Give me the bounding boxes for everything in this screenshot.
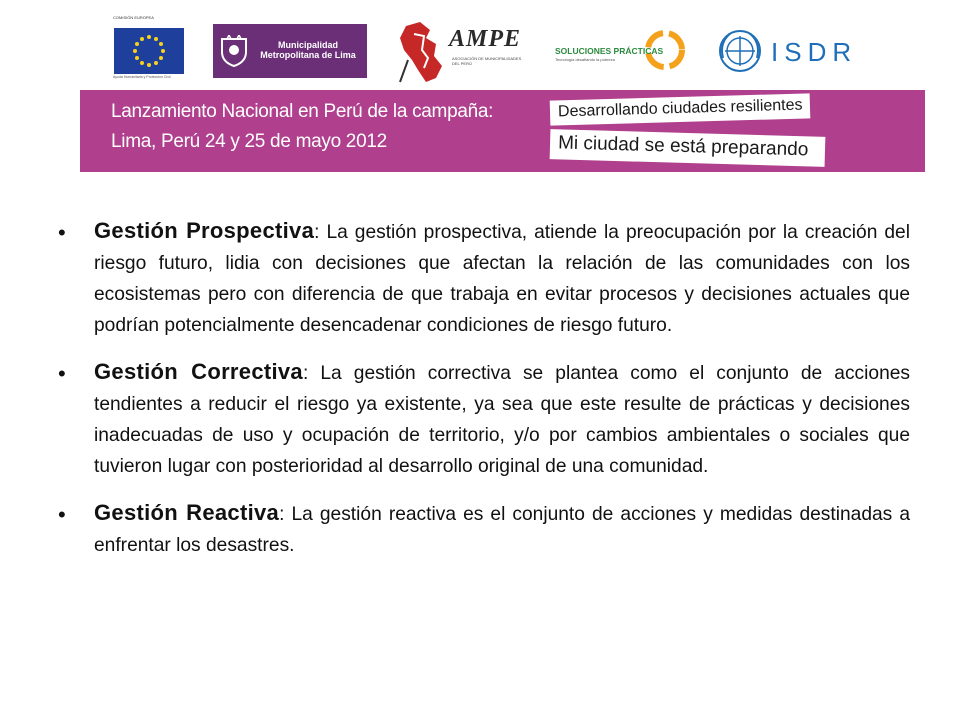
municipalidad-logo xyxy=(213,24,367,78)
bullet-icon: • xyxy=(58,361,66,386)
bullet-text: La gestión correctiva se plantea como el conjunto de acciones tendientes a reducir el riesgo ya existente, ya sea que este resulte de prácticas y decisiones inadecuadas de uso y ocupación de territorio, y/o por cambios ambientales o sociales que tuvieron lugar con posterioridad al desarrollo original de una comunidad. xyxy=(94,363,911,477)
banner-tag-preparando-text: Mi ciudad se está preparando xyxy=(557,132,809,161)
list-item xyxy=(58,215,910,341)
bullet-text: La gestión prospectiva, atiende la preocupación por la creación del riesgo futuro, lidia con decisiones que afectan la relación de las comunidades con los ecosistemas pero con diferencia de que trabaja en evitar procesos y decisiones actuales que podrían potencialmente desencadenar condiciones de riesgo futuro. xyxy=(94,222,910,336)
municipalidad-text: Municipalidad Metropolitana de Lima xyxy=(260,40,356,60)
bullet-term: Gestión Reactiva xyxy=(94,500,280,525)
logo-strip xyxy=(0,0,960,90)
bullet-term: Gestión Correctiva xyxy=(94,359,303,384)
campaign-banner xyxy=(80,90,925,172)
banner-title-line2: Lima, Perú 24 y 25 de mayo 2012 xyxy=(111,131,387,152)
list-item xyxy=(58,497,910,561)
bullet-paragraph xyxy=(94,356,910,482)
ampe-subtitle: ASOCIACIÓN DE MUNICIPALIDADES DEL PERÚ xyxy=(452,56,522,66)
bullet-paragraph xyxy=(94,497,910,561)
bullet-icon: • xyxy=(58,502,66,527)
bullet-icon: • xyxy=(58,220,66,245)
bullet-separator: : xyxy=(279,504,292,525)
isdr-logo xyxy=(715,28,865,74)
peru-map-icon xyxy=(396,20,448,86)
list-item xyxy=(58,356,910,482)
bullet-separator: : xyxy=(302,363,321,384)
banner-tag-resilientes xyxy=(550,93,811,125)
eu-logo-top-text: COMISIÓN EUROPEA xyxy=(113,15,154,20)
bullet-list xyxy=(58,215,910,576)
bullet-separator: : xyxy=(314,222,327,243)
bullet-text: La gestión reactiva es el conjunto de acciones y medidas destinadas a enfrentar los desastres. xyxy=(94,504,910,556)
eu-flag-icon xyxy=(114,28,184,74)
bullet-paragraph xyxy=(94,215,910,341)
soluciones-practicas-logo xyxy=(553,30,687,70)
lima-crest-icon xyxy=(219,35,249,67)
soluciones-practicas-tagline: Tecnología desafiando la pobreza xyxy=(555,57,615,62)
eu-logo-bottom-text: Ayuda Humanitaria y Protección Civil xyxy=(113,75,171,79)
bullet-term: Gestión Prospectiva xyxy=(94,218,315,243)
ampe-title: AMPE xyxy=(449,26,522,52)
un-emblem-icon xyxy=(717,28,763,74)
banner-tag-preparando xyxy=(550,129,826,167)
soluciones-practicas-text: SOLUCIONES PRÁCTICAS xyxy=(555,46,664,56)
banner-title-line1: Lanzamiento Nacional en Perú de la campaña: xyxy=(111,101,494,122)
isdr-text: ISDR xyxy=(771,37,858,67)
ampe-logo xyxy=(396,20,526,90)
banner-tag-resilientes-text: Desarrollando ciudades resilientes xyxy=(557,96,803,121)
eu-logo xyxy=(113,15,185,79)
